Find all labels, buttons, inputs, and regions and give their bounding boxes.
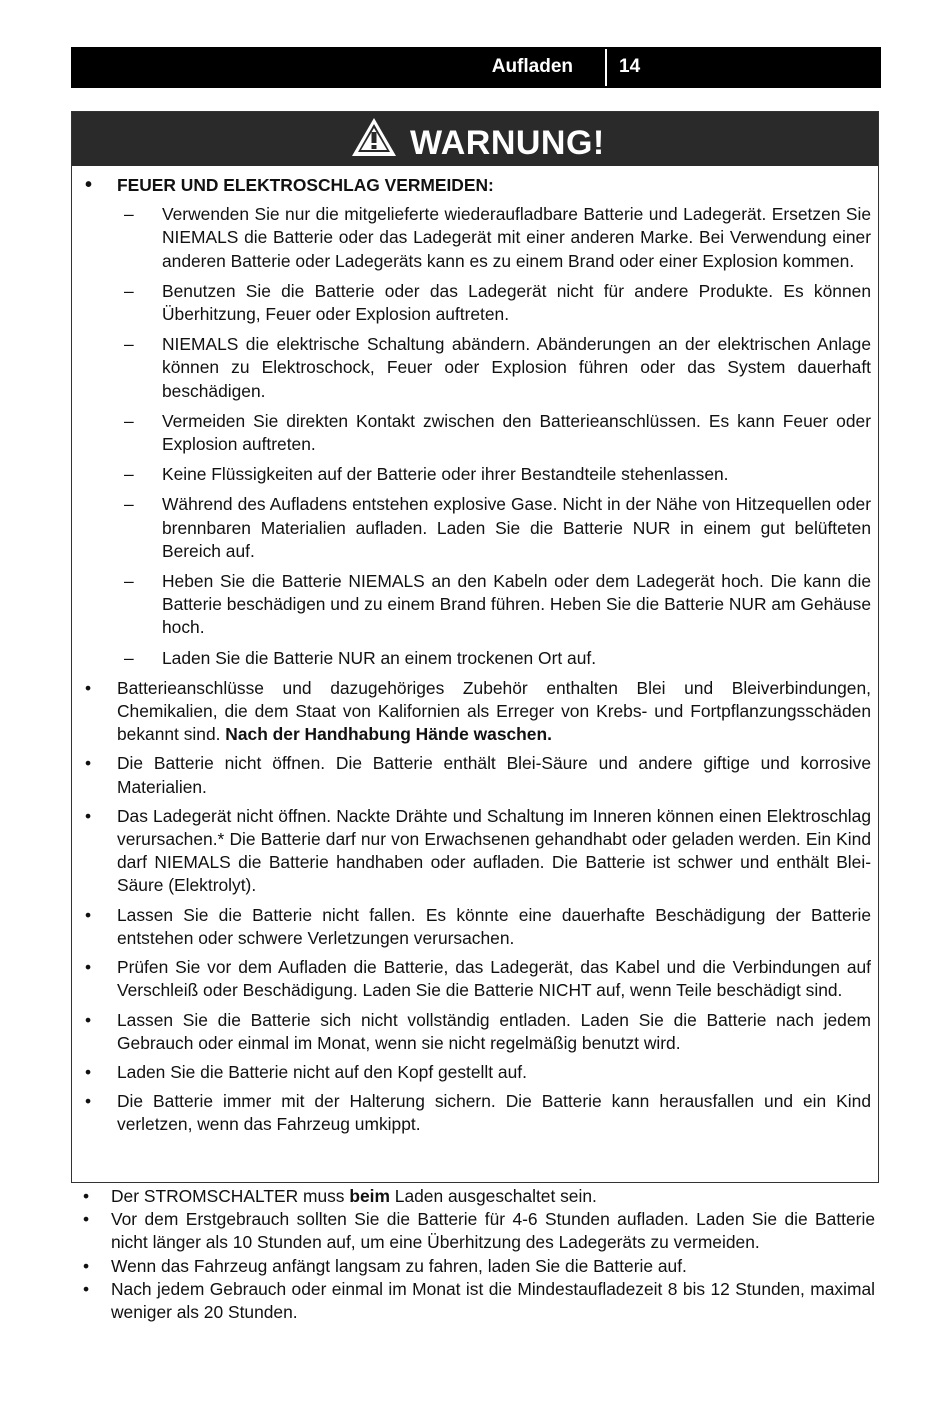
warning-box [71,111,879,1183]
warning-item: • Lassen Sie die Batterie nicht fallen. Es könnte eine dauerhafte Beschädigung der Batterie entstehen oder schwere Verletzungen verursachen. [85,904,871,948]
warning-item: • Lassen Sie die Batterie sich nicht vollständig entladen. Laden Sie die Batterie nach jedem Gebrauch oder einmal im Monat, wenn sie nicht regelmäßig benutzt wird. [85,1009,871,1053]
warning-header [72,112,878,166]
warning-title: WARNUNG! [410,124,605,162]
section-title: Aufladen [491,56,573,77]
warning-item: • Die Batterie immer mit der Halterung sichern. Die Batterie kann herausfallen und ein Kind verletzen, wenn das Fahrzeug umkippt. [85,1091,871,1135]
warning-item: • Das Ladegerät nicht öffnen. Nackte Drähte und Schaltung im Inneren können einen Elektroschlag verursachen.* Die Batterie darf nur von Erwachsenen gehandhabt oder geladen werden. Ein Kind darf NIEMALS die Batterie handhaben oder aufladen. Die Batterie ist schwer und enthält Blei-Säure (Elektrolyt). [85,805,871,896]
warning-item: • Die Batterie nicht öffnen. Die Batterie enthält Blei-Säure und andere giftige und korrosive Materialien. [85,753,871,797]
fire-item: – Keine Flüssigkeiten auf der Batterie oder ihrer Bestandteile stehenlassen. [124,464,729,485]
fire-item: – Heben Sie die Batterie NIEMALS an den Kabeln oder dem Ladegerät hoch. Die kann die Batterie beschädigen und zu einem Brand führen. Heben Sie die Batterie NUR am Gehäuse hoch. [124,571,871,638]
fire-item: – Benutzen Sie die Batterie oder das Ladegerät nicht für andere Produkte. Es können Überhitzung, Feuer oder Explosion auftreten. [124,280,871,325]
warning-triangle-icon [350,116,398,158]
note-item: • Vor dem Erstgebrauch sollten Sie die Batterie für 4-6 Stunden aufladen. Laden Sie die Batterie nicht länger als 10 Stunden auf, um eine Überhitzung des Ladegeräts zu vermeiden. [83,1209,875,1253]
page-header [71,47,881,88]
note-item: • Nach jedem Gebrauch oder einmal im Monat ist die Mindestaufladezeit 8 bis 12 Stunden, maximal weniger als 20 Stunden. [83,1278,875,1323]
warning-item: • Laden Sie die Batterie nicht auf den Kopf gestellt auf. [85,1061,527,1082]
bullet-mark: • [85,174,93,196]
charging-notes [71,1185,875,1324]
warning-item: • Prüfen Sie vor dem Aufladen die Batterie, das Ladegerät, das Kabel und die Verbindungen auf Verschleiß oder Beschädigung. Laden Sie die Batterie NICHT auf, wenn Teile beschädigt sind. [85,957,871,1001]
fire-item: – Verwenden Sie nur die mitgelieferte wiederaufladbare Batterie und Ladegerät. Ersetzen Sie NIEMALS die Batterie oder das Ladegerät mit einer anderen Marke. Bei Verwendung einer anderen Batterie oder Ladegeräts kann es zu einem Brand oder einer Explosion kommen. [124,204,871,271]
note-item: • Der STROMSCHALTER muss beim Laden ausgeschaltet sein. [83,1186,597,1206]
warning-body [72,174,878,1143]
fire-item: – NIEMALS die elektrische Schaltung abändern. Abänderungen an der elektrischen Anlage können zu Elektroschock, Feuer oder Explosion führen oder das System dauerhaft beschädigen. [124,334,871,401]
note-item: • Wenn das Fahrzeug anfängt langsam zu fahren, laden Sie die Batterie auf. [83,1255,687,1276]
lead-warning: • Batterieanschlüsse und dazugehöriges Zubehör enthalten Blei und Bleiverbindungen, Chemikalien, die dem Staat von Kalifornien als Erreger von Krebs- und Fortpflanzungsschäden bekannt sind. Nach der Handhabung Hände waschen. [85,677,871,745]
fire-heading: • FEUER UND ELEKTROSCHLAG VERMEIDEN: [85,174,494,196]
fire-item: – Vermeiden Sie direkten Kontakt zwischen den Batterieanschlüssen. Es kann Feuer oder Explosion auftreten. [124,410,871,455]
fire-item: – Während des Aufladens entstehen explosive Gase. Nicht in der Nähe von Hitzequellen oder brennbaren Materialien aufladen. Laden Sie die Batterie NUR in einem gut belüfteten Bereich auf. [124,494,871,561]
header-divider [605,49,607,86]
page-number: 14 [619,56,641,77]
fire-item: – Laden Sie die Batterie NUR an einem trockenen Ort auf. [124,647,597,668]
